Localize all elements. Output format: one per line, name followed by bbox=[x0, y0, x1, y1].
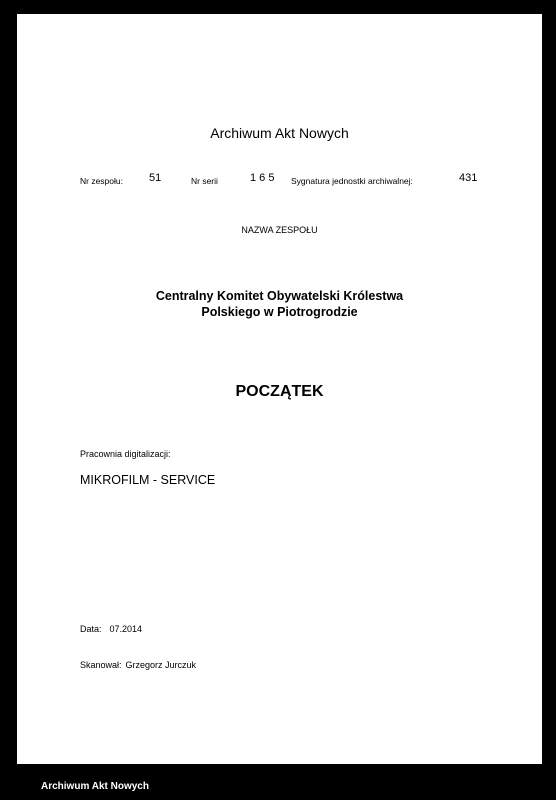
digitization-label: Pracownia digitalizacji: bbox=[80, 449, 171, 459]
scanned-by-line bbox=[80, 660, 196, 670]
fond-number-label: Nr zespołu: bbox=[80, 176, 123, 186]
fond-number-value: 51 bbox=[149, 172, 162, 184]
fond-name-line-1: Centralny Komitet Obywatelski Królestwa bbox=[155, 289, 404, 303]
start-heading: POCZĄTEK bbox=[235, 383, 324, 400]
fond-name bbox=[17, 288, 542, 320]
footer-label: Archiwum Akt Nowych bbox=[41, 781, 149, 792]
document-page bbox=[17, 14, 542, 764]
scanned-by-label: Skanował: bbox=[80, 660, 122, 670]
metadata-row bbox=[17, 170, 542, 190]
archive-title: Archiwum Akt Nowych bbox=[210, 125, 349, 141]
fond-name-line-2: Polskiego w Piotrogrodzie bbox=[201, 305, 358, 319]
scanned-by-value: Grzegorz Jurczuk bbox=[125, 660, 197, 670]
fond-name-label: NAZWA ZESPOŁU bbox=[241, 225, 318, 235]
signature-label: Sygnatura jednostki archiwalnej: bbox=[291, 176, 413, 186]
signature-value: 431 bbox=[459, 172, 478, 184]
date-value: 07.2014 bbox=[109, 624, 143, 634]
series-number-label: Nr serii bbox=[191, 176, 218, 186]
digitization-company: MIKROFILM - SERVICE bbox=[80, 473, 216, 487]
date-label: Data: bbox=[80, 624, 102, 634]
series-number-value: 1 6 5 bbox=[250, 172, 275, 184]
date-line bbox=[80, 624, 142, 634]
